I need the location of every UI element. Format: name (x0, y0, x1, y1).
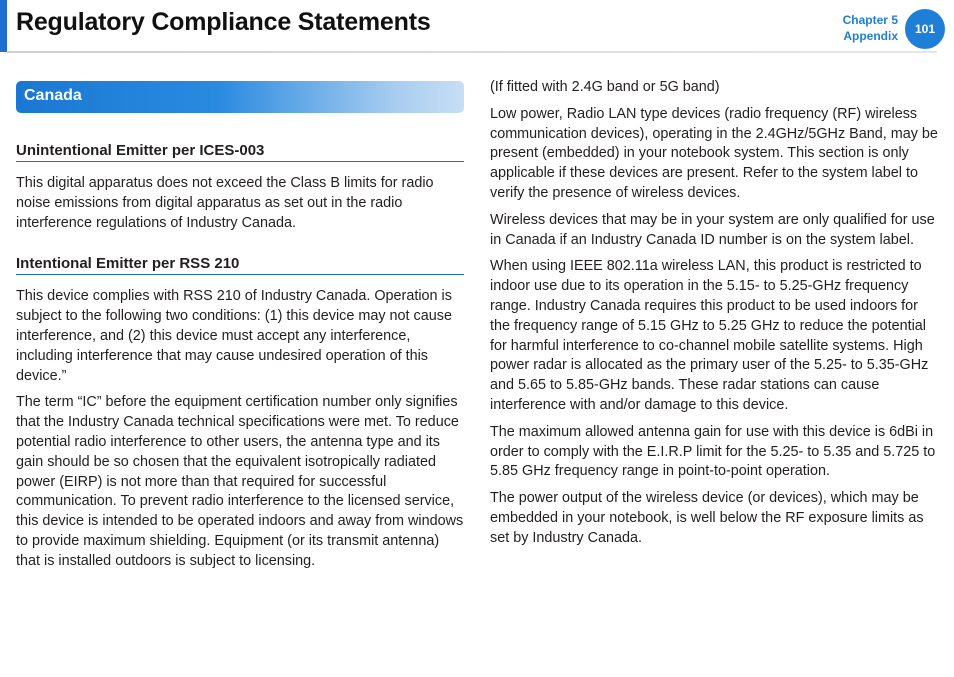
chapter-info (843, 12, 898, 44)
header-accent-bar (0, 0, 7, 52)
paragraph: (If fitted with 2.4G band or 5G band) (490, 79, 720, 95)
subsection-heading-ices: Unintentional Emitter per ICES-003 (16, 142, 464, 162)
paragraph: Wireless devices that may be in your system are only qualified for use in Canada if an Industry Canada ID number is on the system label. (490, 211, 935, 248)
paragraph: When using IEEE 802.11a wireless LAN, this product is restricted to indoor use due to its operation in the 5.15- to 5.25-GHz frequency range. Industry Canada requires this product to be used indoors for the frequency range of 5.15 GHz to 5.25 GHz to reduce the potential for harmful interference to co-channel mobile satellite systems. High power radar is allocated as the primary user of the 5.25- to 5.35-GHz and 5.65 to 5.85-GHz bands. These radar stations can cause interference with and/or damage to this device. (490, 258, 929, 413)
paragraph: The term “IC” before the equipment certification number only signifies that the Industry Canada technical specifications were met. To reduce potential radio interference to other users, the antenna type and its gain should be so chosen that the equivalent isotropically radiated power (EIRP) is not more than that required for successful communication. To prevent radio interference to the licensed service, this device is intended to be operated indoors and away from windows to provide maximum shielding. Equipment (or its transmit antenna) that is installed outdoors is subject to licensing. (16, 394, 464, 569)
paragraph: The maximum allowed antenna gain for use with this device is 6dBi in order to comply with the E.I.R.P limit for the 5.25- to 5.35 and 5.725 to 5.85 GHz frequency range in point-to-point operation. (490, 423, 936, 480)
paragraph: This device complies with RSS 210 of Industry Canada. Operation is subject to the following two conditions: (1) this device may not cause interference, and (2) this device must accept any interference, including interference that may cause undesired operation of this device.” (16, 288, 452, 384)
page-title: Regulatory Compliance Statements (16, 8, 431, 36)
paragraph: Low power, Radio LAN type devices (radio frequency (RF) wireless communication devices), operating in the 2.4GHz/5GHz Band, may be present (embedded) in your notebook system. This section is only applicable if these devices are present. Refer to the system label to verify the presence of wireless devices. (490, 105, 938, 201)
subsection-heading-rss: Intentional Emitter per RSS 210 (16, 255, 464, 275)
chapter-label: Chapter 5 (842, 13, 898, 27)
right-column (490, 78, 940, 556)
paragraph: The power output of the wireless device (or devices), which may be embedded in your notebook, is well below the RF exposure limits as set by Industry Canada. (490, 490, 924, 546)
header-divider (7, 51, 937, 53)
paragraph: This digital apparatus does not exceed the Class B limits for radio noise emissions from digital apparatus as set out in the radio interference regulations of Industry Canada. (16, 175, 434, 231)
section-label: Appendix (843, 29, 898, 43)
page-number-badge: 101 (905, 9, 945, 49)
section-banner-canada: Canada (16, 81, 464, 113)
left-column (16, 140, 464, 579)
